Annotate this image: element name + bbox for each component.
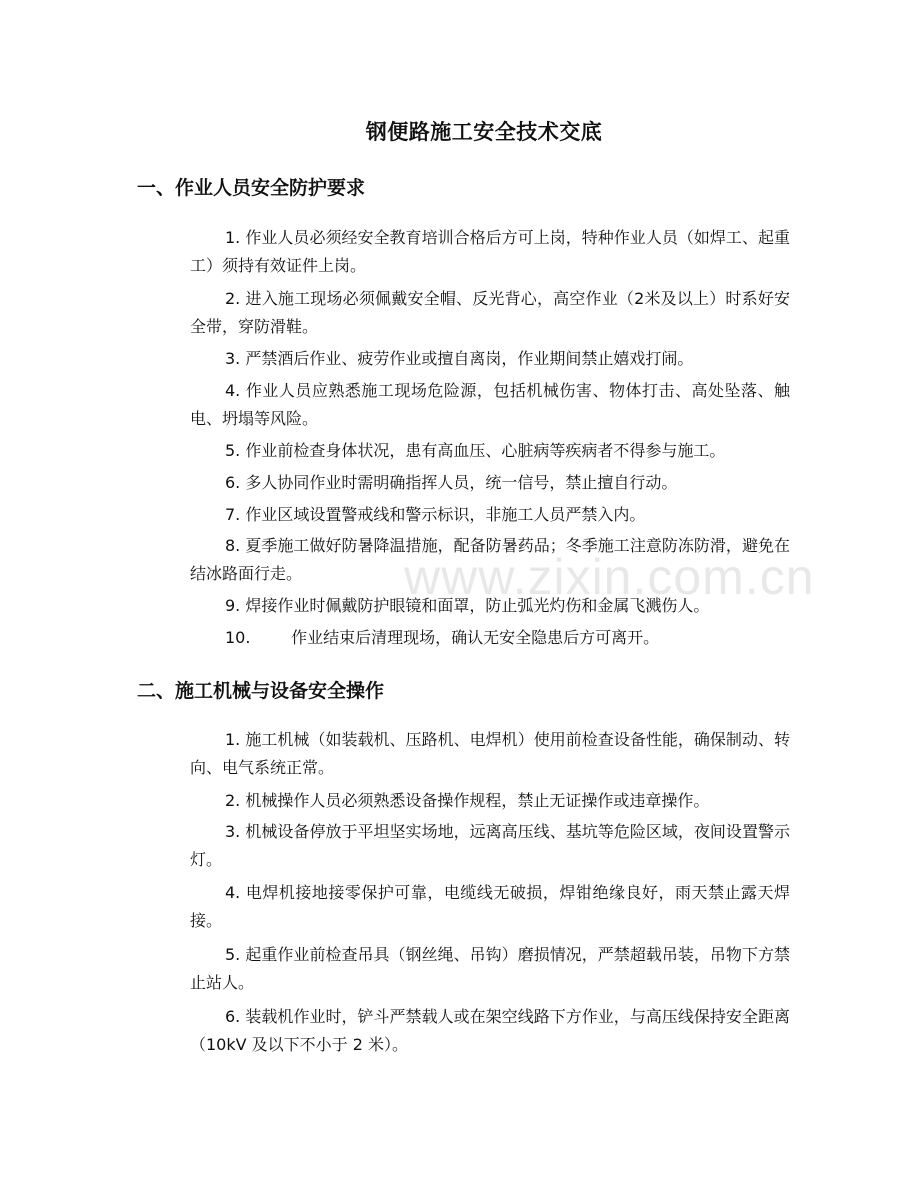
list-item: 3. 严禁酒后作业、疲劳作业或擅自离岗，作业期间禁止嬉戏打闹。	[225, 349, 694, 368]
list-item: 4. 作业人员应熟悉施工现场危险源，包括机械伤害、物体打击、高处坠落、触电、坍塌等风险。	[190, 381, 790, 428]
list-item: 4. 电焊机接地接零保护可靠，电缆线无破损，焊钳绝缘良好，雨天禁止露天焊接。	[190, 883, 790, 930]
list-item: 9. 焊接作业时佩戴防护眼镜和面罩，防止弧光灼伤和金属飞溅伤人。	[225, 596, 710, 615]
list-item: 5. 作业前检查身体状况，患有高血压、心脏病等疾病者不得参与施工。	[225, 441, 726, 460]
list-item: 6. 装载机作业时，铲斗严禁载人或在架空线路下方作业，与高压线保持安全距离（10kV 及以下不小于 2 米）。	[190, 1007, 790, 1054]
list-item: 5. 起重作业前检查吊具（钢丝绳、吊钩）磨损情况，严禁超载吊装，吊物下方禁止站人。	[190, 945, 790, 992]
watermark: www.zixin.com.cn	[404, 549, 815, 605]
list-item: 10. 作业结束后清理现场，确认无安全隐患后方可离开。	[225, 628, 660, 647]
section-heading-1: 一、作业人员安全防护要求	[137, 177, 366, 199]
list-item: 7. 作业区域设置警戒线和警示标识，非施工人员严禁入内。	[225, 505, 646, 524]
list-item: 8. 夏季施工做好防暑降温措施，配备防暑药品；冬季施工注意防冻防滑，避免在结冰路面行走。	[190, 536, 790, 583]
document-title: 钢便路施工安全技术交底	[365, 120, 603, 144]
list-item: 1. 施工机械（如装载机、压路机、电焊机）使用前检查设备性能，确保制动、转向、电气系统正常。	[190, 730, 790, 777]
list-item: 6. 多人协同作业时需明确指挥人员，统一信号，禁止擅自行动。	[225, 473, 678, 492]
list-item: 1. 作业人员必须经安全教育培训合格后方可上岗，特种作业人员（如焊工、起重工）须持有效证件上岗。	[190, 228, 790, 275]
list-item: 3. 机械设备停放于平坦坚实场地，远离高压线、基坑等危险区域，夜间设置警示灯。	[190, 822, 790, 869]
list-item: 2. 进入施工现场必须佩戴安全帽、反光背心，高空作业（2米及以上）时系好安全带，穿防滑鞋。	[190, 289, 790, 336]
list-item: 2. 机械操作人员必须熟悉设备操作规程，禁止无证操作或违章操作。	[225, 791, 710, 810]
section-heading-2: 二、施工机械与设备安全操作	[137, 680, 385, 702]
